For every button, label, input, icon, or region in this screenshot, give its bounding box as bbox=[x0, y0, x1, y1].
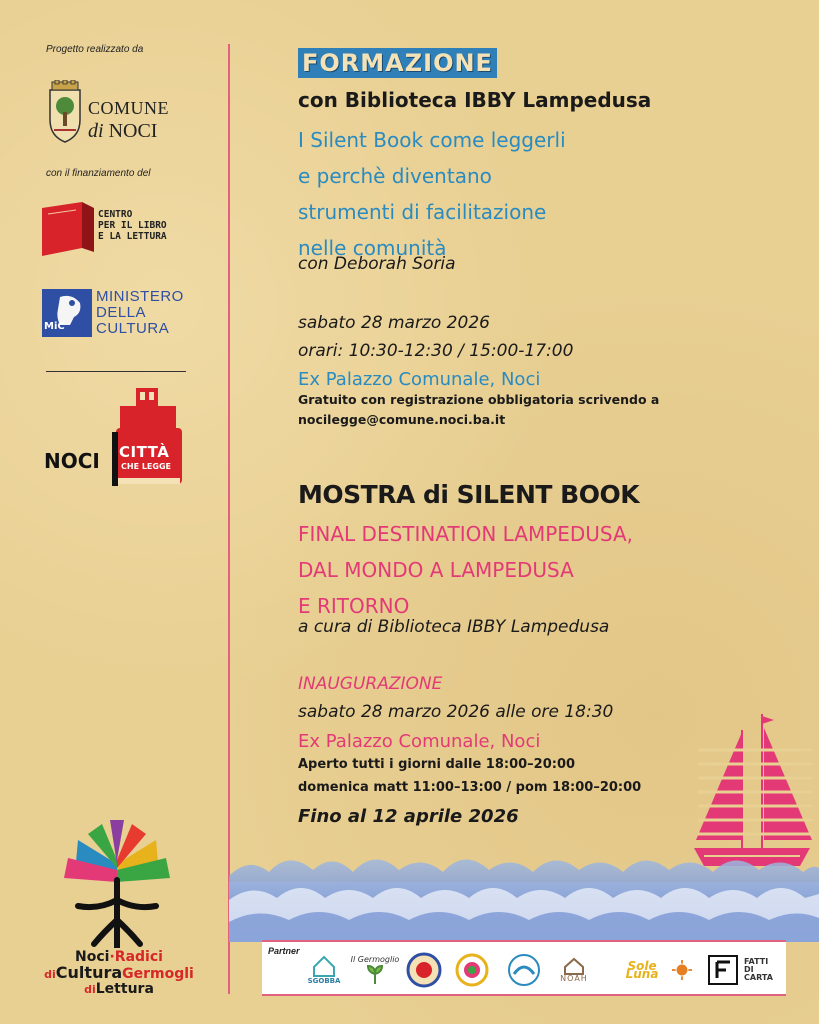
mostra-curator: a cura di Biblioteca IBBY Lampedusa bbox=[298, 617, 610, 637]
mostra-until: Fino al 12 aprile 2026 bbox=[298, 806, 519, 827]
sgobba-house-icon bbox=[312, 955, 336, 977]
formazione-subtitle: con Biblioteca IBBY Lampedusa bbox=[298, 88, 652, 112]
partner-logo-noah: NOAH bbox=[554, 950, 594, 990]
partner-label: Partner bbox=[268, 946, 300, 956]
partner-logo-sgobba: SGOBBA bbox=[302, 950, 346, 990]
sun-icon bbox=[672, 959, 692, 981]
cepell-label: CENTRO PER IL LIBRO E LA LETTURA bbox=[98, 209, 167, 242]
left-divider bbox=[46, 371, 186, 372]
comune-noci-crest-icon bbox=[42, 80, 88, 146]
germoglio-sprout-icon bbox=[366, 964, 384, 984]
mostra-open-sunday: domenica matt 11:00–13:00 / pom 18:00–20:00 bbox=[298, 780, 642, 795]
citta-sub-label: CHE LEGGE bbox=[121, 462, 171, 471]
formazione-heading: FORMAZIONE bbox=[298, 48, 497, 78]
inaugurazione-date: sabato 28 marzo 2026 alle ore 18:30 bbox=[298, 702, 614, 722]
formazione-registration: Gratuito con registrazione obbligatoria scrivendo a bbox=[298, 392, 660, 407]
noah-house-icon bbox=[563, 957, 585, 975]
cepell-logo-icon bbox=[42, 202, 94, 256]
partner-bar bbox=[262, 940, 786, 996]
radici-tree-books-icon bbox=[58, 820, 176, 948]
partner-logo-fatti-di-carta: FATTI DI CARTA bbox=[706, 950, 782, 990]
colorful-circle-icon bbox=[454, 952, 490, 988]
finanziamento-label: con il finanziamento del bbox=[46, 168, 151, 179]
blue-round-logo-icon bbox=[506, 952, 542, 988]
radici-label: Noci·Radici diCulturaGermogli diLettura bbox=[44, 949, 194, 997]
inaugurazione-label: INAUGURAZIONE bbox=[298, 674, 443, 694]
comune-noci-label: di NOCI bbox=[88, 120, 158, 142]
mostra-venue: Ex Palazzo Comunale, Noci bbox=[298, 731, 541, 752]
partner-logo-seal-3 bbox=[504, 950, 544, 990]
partner-logo-sole-luna: Sole Luna bbox=[612, 950, 692, 990]
waves-illustration-icon bbox=[229, 842, 819, 942]
progetto-label: Progetto realizzato da bbox=[46, 44, 144, 55]
mic-badge: MiC bbox=[44, 321, 65, 332]
seal-emblem-icon bbox=[406, 952, 442, 988]
citta-che-legge-logo-icon bbox=[104, 388, 188, 494]
formazione-email-link[interactable]: nocilegge@comune.noci.ba.it bbox=[298, 412, 506, 427]
partner-logo-seal-2 bbox=[452, 950, 492, 990]
formazione-venue: Ex Palazzo Comunale, Noci bbox=[298, 369, 541, 390]
mostra-title: FINAL DESTINATION LAMPEDUSA, DAL MONDO A LAMPEDUSA E RITORNO bbox=[298, 522, 634, 618]
comune-label: COMUNE bbox=[88, 98, 170, 118]
formazione-speaker: con Deborah Soria bbox=[298, 254, 456, 274]
formazione-title: I Silent Book come leggerli e perchè diventano strumenti di facilitazione nelle comunità bbox=[298, 128, 566, 260]
mostra-open-daily: Aperto tutti i giorni dalle 18:00–20:00 bbox=[298, 757, 576, 772]
formazione-hours: orari: 10:30-12:30 / 15:00-17:00 bbox=[298, 341, 574, 361]
citta-label: CITTÀ bbox=[119, 443, 170, 461]
mostra-heading: MOSTRA di SILENT BOOK bbox=[298, 480, 640, 509]
fatti-di-carta-f-icon bbox=[708, 955, 738, 985]
citta-noci-label: NOCI bbox=[44, 449, 100, 473]
mic-label: MINISTERO DELLA CULTURA bbox=[96, 288, 184, 337]
formazione-date: sabato 28 marzo 2026 bbox=[298, 313, 490, 333]
partner-logo-germoglio: Il Germoglio bbox=[350, 950, 400, 990]
partner-logo-seal-1 bbox=[404, 950, 444, 990]
